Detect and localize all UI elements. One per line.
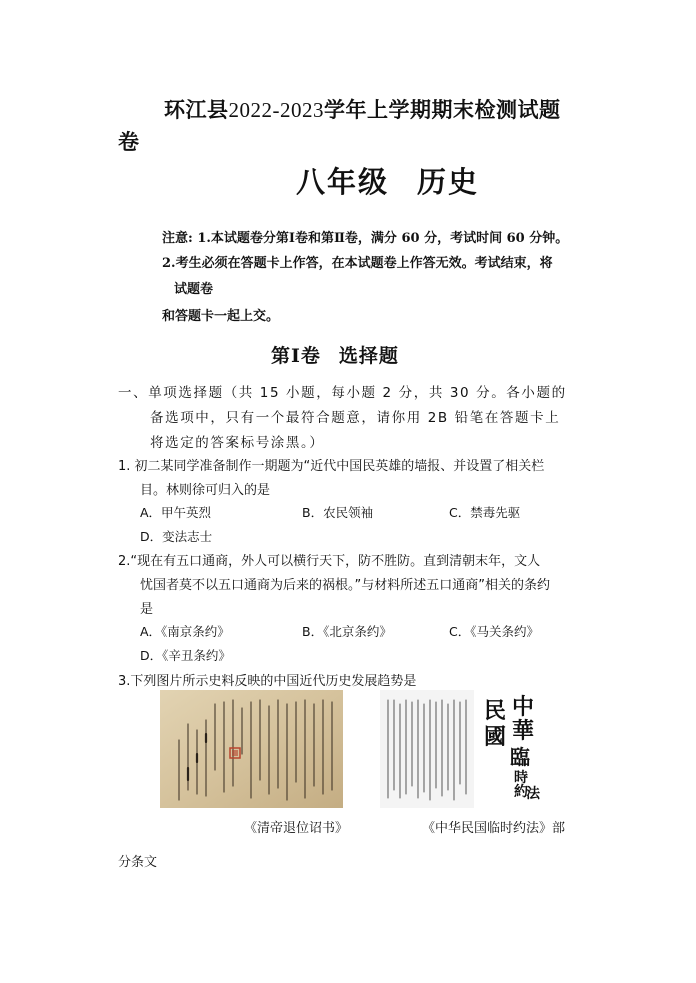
instruction-line-2: 备选项中，只有一个最符合题意，请你用 2B 铅笔在答题卡上	[150, 410, 561, 426]
q2-stem-line-1: 2.“现在有五口通商，外人可以横行天下，防不胜防。直到清朝末年，文人	[118, 554, 541, 569]
abdication-edict-image	[160, 690, 343, 808]
note-line-2: 2.考生必须在答题卡上作答，在本试题卷上作答无效。考试结束，将	[162, 256, 553, 271]
svg-text:國: 國	[484, 724, 507, 750]
section-name: 选择题	[338, 345, 399, 367]
section-part: 第Ⅰ卷	[271, 345, 321, 367]
svg-text:華: 華	[512, 718, 535, 744]
q1-option-d[interactable]: D．变法志士	[140, 529, 213, 544]
title-prefix: 环江县	[164, 97, 229, 122]
right-figure-caption-wrap: 分条文	[118, 855, 158, 870]
q1-option-b[interactable]: B．农民领袖	[302, 505, 374, 520]
q1-stem-line-1: 1. 初二某同学准备制作一期题为“近代中国民英雄的墙报、并设置了相关栏	[118, 459, 545, 474]
q1-option-a[interactable]: A．甲午英烈	[140, 505, 212, 520]
subject-label: 历史	[417, 165, 480, 199]
right-figure-caption: 《中华民国临时约法》部	[422, 821, 566, 836]
note-line-1: 注意: 1.本试题卷分第Ⅰ卷和第Ⅱ卷，满分 60 分，考试时间 60 分钟。	[162, 231, 569, 246]
svg-text:法: 法	[526, 786, 540, 802]
q2-option-c[interactable]: C．《马关条约》	[449, 624, 539, 639]
q1-option-c[interactable]: C．禁毒先驱	[449, 505, 521, 520]
svg-text:約: 約	[514, 784, 528, 800]
note-line-4: 和答题卡一起上交。	[162, 309, 280, 324]
instruction-line-3: 将选定的答案标号涂黑。）	[150, 435, 325, 451]
q2-option-d[interactable]: D．《辛丑条约》	[140, 648, 231, 663]
section-heading	[271, 341, 417, 368]
title-year: 2022-2023	[228, 98, 324, 122]
provisional-constitution-image	[380, 690, 540, 808]
svg-text:時: 時	[514, 770, 528, 786]
title-suffix: 学年上学期期末检测试题	[324, 97, 561, 122]
exam-title-wrap: 卷	[118, 129, 139, 154]
grade-subject	[296, 160, 507, 201]
q2-option-b[interactable]: B．《北京条约》	[302, 624, 392, 639]
q3-stem-line-1: 3.下列图片所示史料反映的中国近代历史发展趋势是	[118, 674, 417, 689]
q2-stem-line-2: 忧国者莫不以五口通商为后来的祸根。”与材料所述五口通商”相关的条约	[140, 578, 550, 593]
instruction-line-1: 一、单项选择题（共 15 小题，每小题 2 分，共 30 分。各小题的	[118, 385, 567, 401]
grade-label: 八年级	[296, 165, 390, 199]
q2-stem-line-3: 是	[140, 602, 154, 617]
svg-text:民: 民	[484, 698, 507, 724]
note-line-3: 试题卷	[174, 282, 214, 297]
svg-text:中: 中	[512, 694, 535, 720]
q2-option-a[interactable]: A．《南京条约》	[140, 624, 230, 639]
q1-stem-line-2: 目。林则徐可归入的是	[140, 483, 271, 498]
exam-title	[164, 94, 561, 124]
left-figure-caption: 《清帝退位诏书》	[244, 821, 349, 836]
svg-text:臨: 臨	[510, 745, 530, 769]
